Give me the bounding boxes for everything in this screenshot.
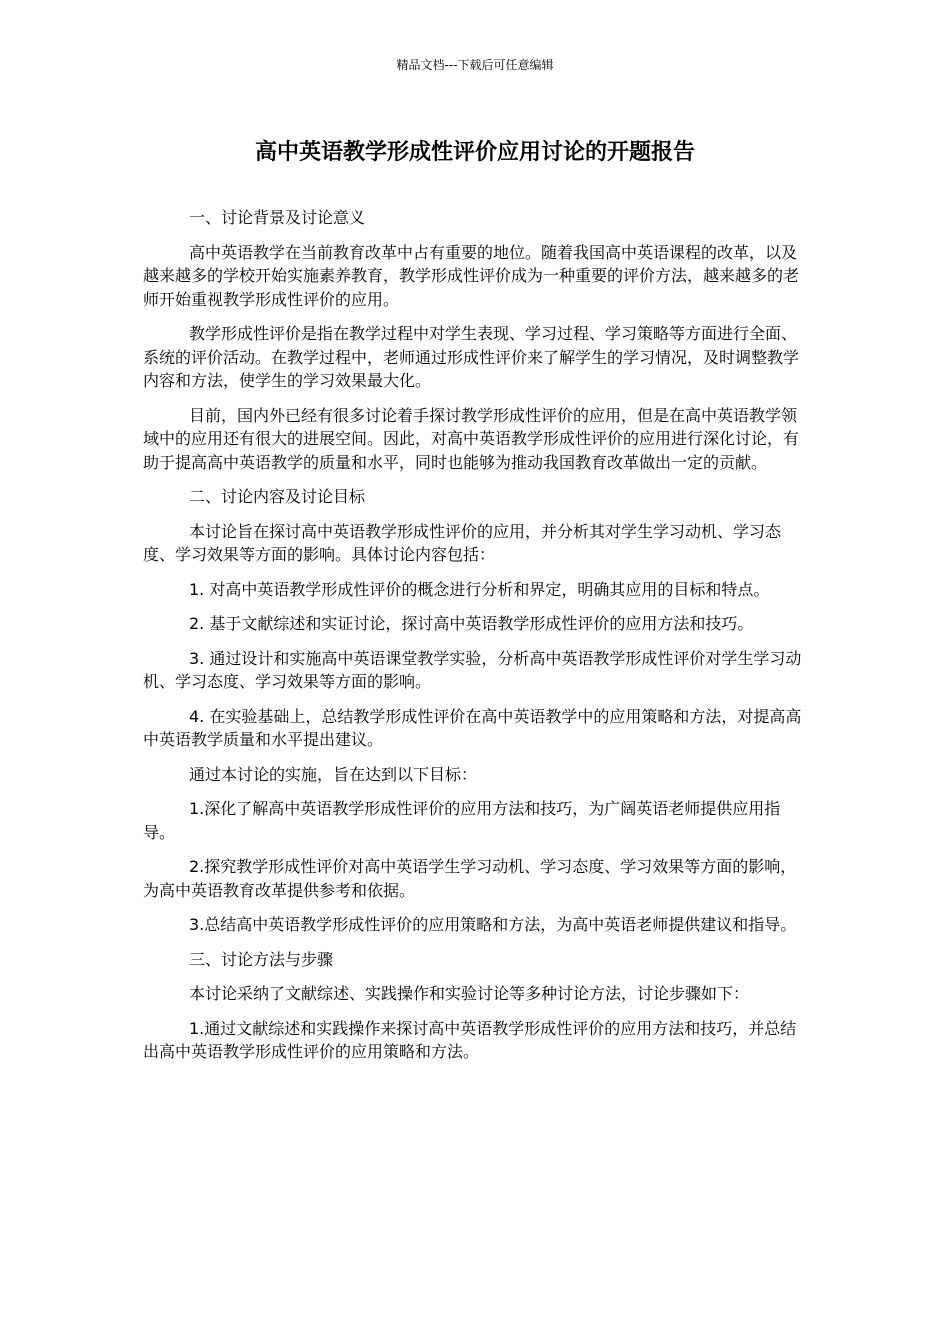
list-item: 1. 对高中英语教学形成性评价的概念进行分析和界定，明确其应用的目标和特点。 bbox=[189, 579, 770, 599]
section-heading-methods: 三、讨论方法与步骤 bbox=[189, 949, 334, 969]
list-item: 3. 通过设计和实施高中英语课堂教学实验，分析高中英语教学形成性评价对学生学习动机、学习态度、学习效果等方面的影响。 bbox=[143, 648, 802, 691]
paragraph: 本讨论旨在探讨高中英语教学形成性评价的应用，并分析其对学生学习动机、学习态度、学习效果等方面的影响。具体讨论内容包括： bbox=[143, 521, 782, 564]
list-item: 1.深化了解高中英语教学形成性评价的应用方法和技巧，为广阔英语老师提供应用指导。 bbox=[143, 799, 781, 842]
document-title: 高中英语教学形成性评价应用讨论的开题报告 bbox=[254, 140, 695, 165]
list-item: 3.总结高中英语教学形成性评价的应用策略和方法，为高中英语老师提供建议和指导。 bbox=[189, 915, 797, 934]
section-heading-background: 一、讨论背景及讨论意义 bbox=[189, 208, 366, 227]
paragraph: 教学形成性评价是指在教学过程中对学生表现、学习过程、学习策略等方面进行全面、系统的评价活动。在教学过程中，老师通过形成性评价来了解学生的学习情况，及时调整教学内容和方法，使学生的学习效果最大化。 bbox=[143, 324, 800, 390]
list-item: 1.通过文献综述和实践操作来探讨高中英语教学形成性评价的应用方法和技巧，并总结出高中英语教学形成性评价的应用策略和方法。 bbox=[143, 1018, 797, 1061]
list-item: 2. 基于文献综述和实证讨论，探讨高中英语教学形成性评价的应用方法和技巧。 bbox=[189, 614, 754, 633]
paragraph: 目前，国内外已经有很多讨论着手探讨教学形成性评价的应用，但是在高中英语教学领域中的应用还有很大的进展空间。因此，对高中英语教学形成性评价的应用进行深化讨论，有助于提高高中英语教学的质量和水平，同时也能够为推动我国教育改革做出一定的贡献。 bbox=[143, 405, 800, 472]
list-item: 2.探究教学形成性评价对高中英语学生学习动机、学习态度、学习效果等方面的影响，为高中英语教育改革提供参考和依据。 bbox=[143, 857, 797, 900]
list-item: 4. 在实验基础上，总结教学形成性评价在高中英语教学中的应用策略和方法，对提高高中英语教学质量和水平提出建议。 bbox=[143, 706, 802, 749]
paragraph: 本讨论采纳了文献综述、实践操作和实验讨论等多种讨论方法，讨论步骤如下： bbox=[189, 984, 750, 1003]
paragraph: 高中英语教学在当前教育改革中占有重要的地位。随着我国高中英语课程的改革，以及越来越多的学校开始实施素养教育，教学形成性评价成为一种重要的评价方法，越来越多的老师开始重视教学形成性评价的应用。 bbox=[143, 242, 800, 309]
section-heading-content: 二、讨论内容及讨论目标 bbox=[189, 487, 366, 506]
paragraph: 通过本讨论的实施，旨在达到以下目标： bbox=[189, 764, 478, 784]
document-body bbox=[143, 206, 811, 1075]
page-header: 精品文档---下载后可任意编辑 bbox=[396, 58, 554, 72]
